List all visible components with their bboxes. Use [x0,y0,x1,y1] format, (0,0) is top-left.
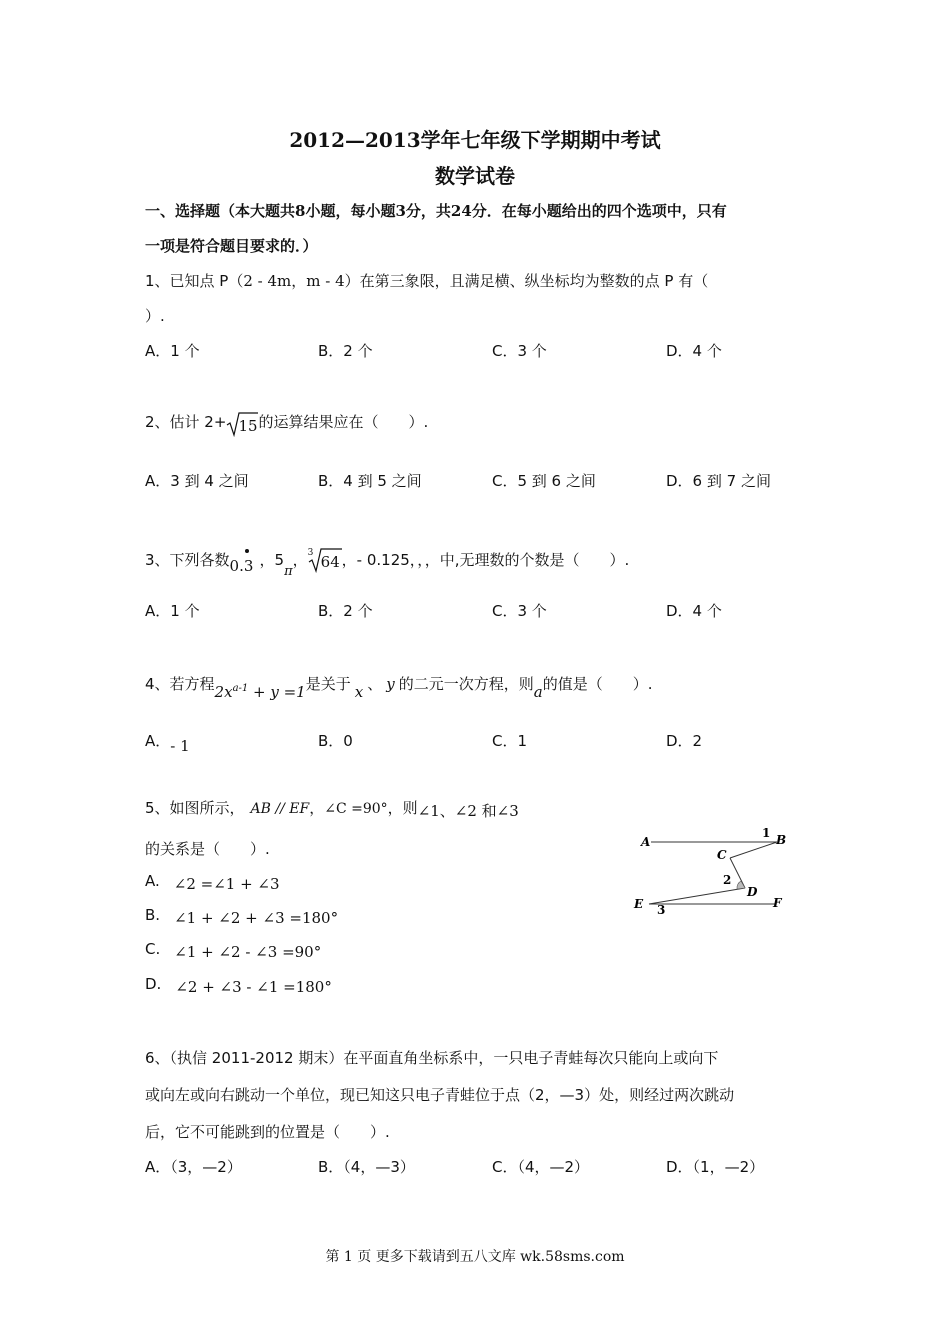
q4-option-c: C．1 [492,732,528,750]
q3-n1: 0.3 [229,557,254,575]
q5-geometry-figure [625,820,800,925]
q4-option-d: D．2 [666,732,703,750]
q4-text-b: 是关于 [305,675,351,693]
q3-option-c: C．3 个 [492,602,547,620]
q5-option-b [145,906,339,927]
label-angle-1: 1 [762,826,771,840]
q1-option-d: D．4 个 [666,342,722,360]
q1-text-a: 1、已知点 P（ [145,272,244,290]
q5-option-a-expr: ∠2 =∠1 + ∠3 [173,875,280,893]
label-a: A [641,835,651,849]
q2-option-d: D．6 到 7 之间 [666,472,771,490]
q6-option-c: C．（4，—2） [492,1158,590,1176]
question-6-line1: 6、（执信 2011-2012 期末）在平面直角坐标系中，一只电子青蛙每次只能向上或向下 [145,1049,719,1067]
label-angle-3: 3 [657,903,666,917]
page-footer: 第 1 页 更多下载请到五八文库 wk.58sms.com [325,1249,625,1265]
q3-text-a: 3、下列各数 [145,551,230,569]
q5-relation-prompt: 的关系是（ ）. [145,840,270,858]
q5-option-b-expr: ∠1 + ∠2 + ∠3 =180° [174,909,339,927]
segment-bc [730,842,777,858]
q3-option-b: B．2 个 [318,602,373,620]
q4-option-b: B．0 [318,732,353,750]
repeat-dot-icon [245,549,249,553]
q1-continuation: ）. [145,307,165,325]
q5-comma: ， [309,799,325,817]
q1-option-a: A．1 个 [145,342,200,360]
section-heading-line2: 一项是符合题目要求的．） [145,237,318,255]
label-f: F [773,896,782,910]
q3-repeating-decimal [229,545,260,575]
label-b: B [776,833,787,847]
q1-option-c: C．3 个 [492,342,547,360]
q1-option-b: B．2 个 [318,342,373,360]
q3-option-a: A．1 个 [145,602,200,620]
q3-n2: ，5 [259,551,285,569]
q5-option-c-label: C. [145,940,161,958]
exam-title: 2012—2013学年七年级下学期期中考试 [289,128,661,152]
question-1 [145,270,708,291]
q5-option-d-label: D. [145,975,162,993]
q4-option-a-value: - 1 [170,737,190,755]
q2-text-a: 2、估计 2+ [145,413,227,431]
q1-text-b: ）在第三象限，且满足横、纵坐标均为整数的点 P 有（ [344,272,709,290]
q4-var-a: a [533,683,543,701]
question-3 [145,545,630,579]
q5-option-a [145,872,280,893]
sqrt-icon [226,413,258,435]
q4-text-c: 的二元一次方程，则 [398,675,534,693]
q5-option-c [145,940,322,961]
q5-cond1: AB // EF [250,801,310,817]
q4-text-d: 的值是（ ）. [542,675,653,693]
q3-sep: ， [292,551,308,569]
label-e: E [634,897,644,911]
q2-option-a: A．3 到 4 之间 [145,472,249,490]
question-6-line3: 后，它不可能跳到的位置是（ ）. [145,1123,390,1141]
q4-equation [215,683,306,701]
q5-option-a-label: A. [145,872,160,890]
label-d: D [747,885,758,899]
q3-pi: π [284,564,293,579]
q2-text-b: 的运算结果应在（ ）. [258,413,429,431]
question-4 [145,673,653,701]
q5-angles: ∠1、∠2 和∠3 [417,802,519,820]
cube-root-icon [308,549,342,571]
q3-cube-index: 3 [307,548,314,558]
q4-option-a [145,730,190,755]
q1-expr: 2 - 4m，m - 4 [243,272,345,290]
q5-text-a: 5、如图所示， [145,799,245,817]
q4-text-a: 4、若方程 [145,675,215,693]
q6-option-b: B．（4，—3） [318,1158,415,1176]
q3-cube-radicand: 64 [320,553,340,571]
q4-dot: 、 [367,675,383,693]
q4-var-x: x [354,683,364,701]
question-2 [145,411,428,435]
question-6-line2: 或向左或向右跳动一个单位，现已知这只电子青蛙位于点（2，—3）处，则经过两次跳动 [145,1086,735,1104]
q6-option-a: A．（3，—2） [145,1158,242,1176]
q5-option-c-expr: ∠1 + ∠2 - ∠3 =90° [174,943,322,961]
segment-de [649,888,745,904]
q5-cond2: ∠C =90° [324,801,388,817]
q3-text-b: ，- 0.125，，，中,无理数的个数是（ ）. [341,551,630,569]
exam-subtitle: 数学试卷 [435,164,515,188]
question-5 [145,797,519,818]
q2-option-b: B．4 到 5 之间 [318,472,422,490]
q5-text-b: ，则 [387,799,418,817]
q5-option-b-label: B. [145,906,161,924]
label-c: C [717,848,727,862]
q5-option-d-expr: ∠2 + ∠3 - ∠1 =180° [175,978,332,996]
q4-eq-a: 2x [214,683,233,701]
q5-option-d [145,975,332,996]
q4-option-a-label: A． [145,732,171,750]
q4-var-y: y [386,675,395,693]
section-heading-line1: 一、选择题（本大题共8小题，每小题3分，共24分．在每小题给出的四个选项中，只有 [145,202,727,220]
label-angle-2: 2 [723,873,732,887]
q2-radicand: 15 [238,417,258,435]
q4-eq-exp: a-1 [232,683,249,694]
q2-option-c: C．5 到 6 之间 [492,472,596,490]
q6-option-d: D．（1，—2） [666,1158,765,1176]
q3-option-d: D．4 个 [666,602,722,620]
q4-eq-b: + y =1 [248,683,306,701]
